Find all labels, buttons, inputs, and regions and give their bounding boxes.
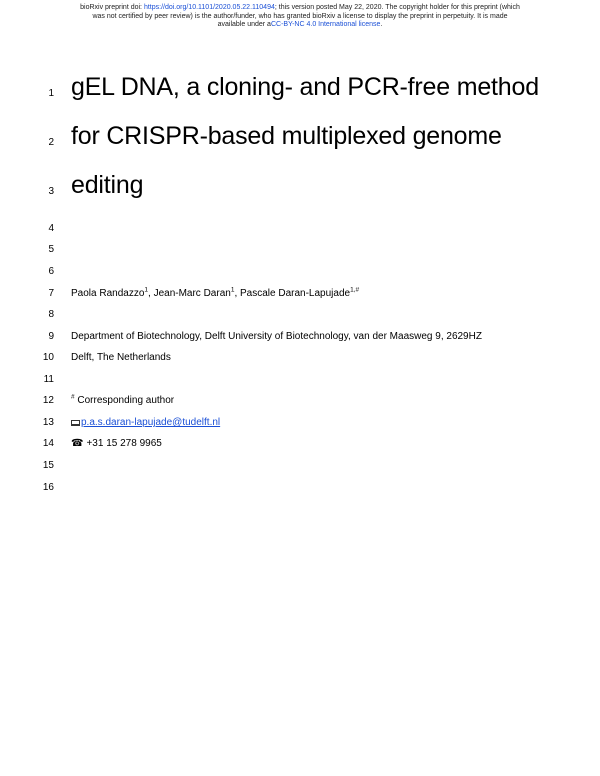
- paper-title-line: gEL DNA, a cloning- and PCR-free method: [71, 73, 539, 101]
- author-name: , Pascale Daran-Lapujade: [234, 288, 351, 299]
- line-number: 11: [43, 374, 54, 385]
- email-line: [71, 417, 220, 428]
- preprint-header: [40, 4, 560, 30]
- doi-link[interactable]: https://doi.org/10.1101/2020.05.22.110494: [143, 4, 275, 11]
- affiliation-marker: 1: [144, 286, 149, 294]
- phone-number: +31 15 278 9965: [86, 438, 162, 449]
- paper-title-line: editing: [71, 171, 144, 199]
- line-number: 5: [48, 244, 54, 255]
- line-number: 1: [48, 88, 54, 99]
- affiliation-marker: 1,#: [350, 286, 360, 294]
- author-name: Paola Randazzo: [71, 288, 145, 299]
- computer-icon: [71, 420, 80, 426]
- line-number: 10: [42, 352, 54, 363]
- header-text: ; this version posted May 22, 2020. The copyright holder for this preprint (which: [274, 4, 520, 11]
- line-number: 15: [42, 460, 54, 471]
- line-number: 8: [48, 309, 54, 320]
- phone-line: [71, 438, 162, 449]
- corresponding-label: Corresponding author: [74, 395, 175, 406]
- line-number: 6: [48, 266, 54, 277]
- affiliation-line: Department of Biotechnology, Delft University of Biotechnology, van der Maasweg 9, 2629HZ: [71, 331, 482, 342]
- header-text: bioRxiv preprint doi:: [80, 4, 144, 11]
- phone-icon: ☎: [71, 438, 84, 449]
- header-text: available under a: [217, 21, 271, 28]
- line-number: 16: [42, 482, 54, 493]
- line-number: 3: [48, 186, 54, 197]
- author-name: , Jean-Marc Daran: [148, 288, 231, 299]
- license-link[interactable]: CC-BY-NC 4.0 International license: [270, 21, 381, 28]
- affiliation-line: Delft, The Netherlands: [71, 352, 171, 363]
- corresponding-marker: #: [71, 393, 75, 401]
- line-number: 7: [48, 288, 54, 299]
- header-text: .: [380, 21, 383, 28]
- line-number: 2: [48, 137, 54, 148]
- paper-title-line: for CRISPR-based multiplexed genome: [71, 122, 502, 150]
- line-number: 4: [48, 223, 54, 234]
- line-number: 9: [48, 331, 54, 342]
- line-number: 12: [42, 395, 54, 406]
- line-number: 13: [42, 417, 54, 428]
- author-list: [71, 288, 359, 299]
- affiliation-marker: 1: [230, 286, 235, 294]
- corresponding-author: [71, 395, 174, 406]
- line-number: 14: [42, 438, 54, 449]
- email-link[interactable]: p.a.s.daran-lapujade@tudelft.nl: [81, 417, 221, 428]
- header-line-2: was not certified by peer review) is the author/funder, who has granted bioRxiv a license to display the preprint in perpetuity. It is made: [92, 12, 508, 20]
